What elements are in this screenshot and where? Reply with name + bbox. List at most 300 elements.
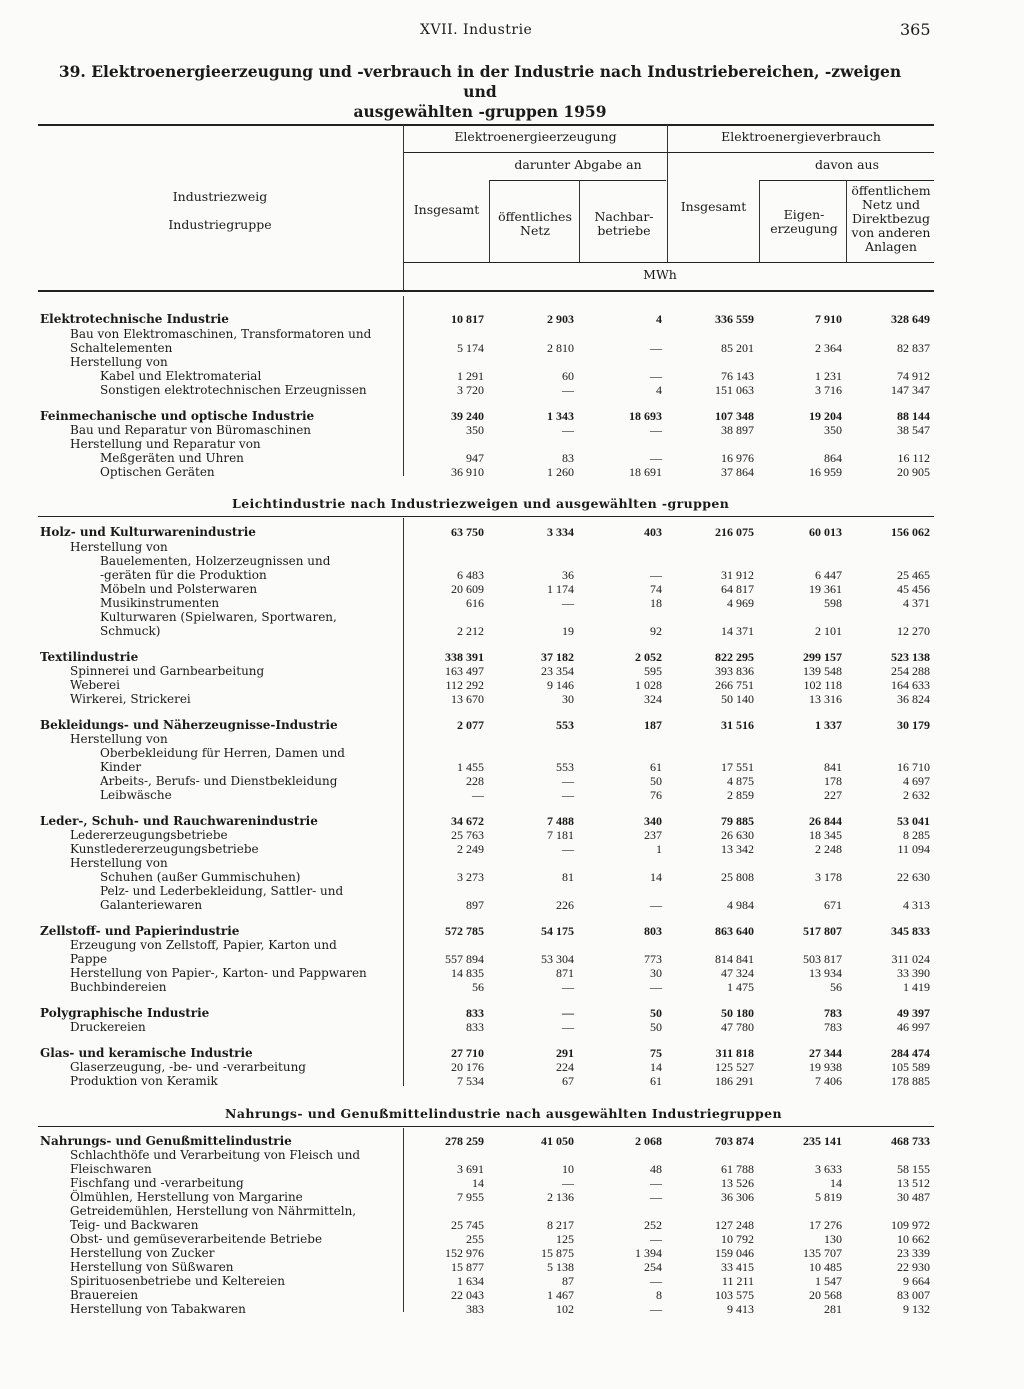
running-header: XVII. Industrie (420, 22, 533, 38)
vrule (579, 180, 580, 262)
row-value: — (562, 596, 574, 610)
col-nachbarbetriebe: Nachbar-betriebe (594, 209, 654, 238)
row-value: 102 (556, 1302, 574, 1316)
row-value: — (562, 980, 574, 994)
table-title (40, 62, 920, 122)
row-value: 50 180 (721, 1006, 754, 1020)
row-label: Herstellung von Zucker (70, 1246, 215, 1260)
row-value: 16 710 (897, 760, 930, 774)
row-value: 67 (562, 1074, 574, 1088)
row-label: Kunstledererzeugungsbetriebe (70, 842, 259, 856)
section-rule (38, 1126, 934, 1127)
row-value: 4 371 (903, 596, 930, 610)
row-value: 18 693 (629, 409, 662, 423)
row-value: 2 810 (547, 341, 574, 355)
vrule (667, 124, 668, 262)
row-value: 127 248 (715, 1218, 754, 1232)
row-label: Elektrotechnische Industrie (40, 312, 229, 326)
row-value: 2 903 (547, 312, 574, 326)
row-value: 278 259 (445, 1134, 484, 1148)
row-value: 2 077 (457, 718, 484, 732)
row-label: Galanteriewaren (100, 898, 203, 912)
row-value: 25 745 (451, 1218, 484, 1232)
row-value: 671 (824, 898, 842, 912)
row-value: 12 270 (897, 624, 930, 638)
row-value: 7 534 (457, 1074, 484, 1088)
col-direktbezug: öffentlichem Netz und Direktbezug von anderen Anlagen (851, 183, 931, 254)
row-value: 37 864 (721, 465, 754, 479)
row-value: 50 (650, 1020, 662, 1034)
row-value: 30 (562, 692, 574, 706)
row-value: 50 (650, 1006, 662, 1020)
row-value: 7 488 (547, 814, 574, 828)
row-value: — (650, 568, 662, 582)
row-value: 26 844 (809, 814, 842, 828)
col-insgesamt-1: Insgesamt (413, 202, 480, 217)
row-label: Schmuck) (100, 624, 161, 638)
row-value: — (650, 451, 662, 465)
row-value: — (562, 1176, 574, 1190)
row-value: 23 354 (541, 664, 574, 678)
row-value: 3 633 (815, 1162, 842, 1176)
row-value: 50 140 (721, 692, 754, 706)
row-value: 947 (466, 451, 484, 465)
row-value: 18 345 (809, 828, 842, 842)
row-label: Spirituosenbetriebe und Keltereien (70, 1274, 285, 1288)
row-value: 299 157 (803, 650, 842, 664)
row-value: 1 467 (547, 1288, 574, 1302)
page-number: 365 (900, 20, 931, 39)
row-value: 27 710 (451, 1046, 484, 1060)
row-value: 1 455 (457, 760, 484, 774)
row-value: 350 (466, 423, 484, 437)
row-value: 27 344 (809, 1046, 842, 1060)
row-value: 13 512 (897, 1176, 930, 1190)
row-value: 9 132 (903, 1302, 930, 1316)
row-value: 4 (656, 312, 662, 326)
row-value: 88 144 (897, 409, 930, 423)
row-value: 557 894 (445, 952, 484, 966)
row-value: 224 (556, 1060, 574, 1074)
row-value: 254 288 (891, 664, 930, 678)
row-value: 10 485 (809, 1260, 842, 1274)
row-value: 833 (466, 1006, 484, 1020)
row-label: Kabel und Elektromaterial (100, 369, 262, 383)
row-value: 14 371 (721, 624, 754, 638)
row-value: 83 (562, 451, 574, 465)
row-value: 1 634 (457, 1274, 484, 1288)
row-value: 30 (650, 966, 662, 980)
vrule (846, 180, 847, 262)
row-value: 76 (650, 788, 662, 802)
row-value: 864 (824, 451, 842, 465)
row-value: 16 976 (721, 451, 754, 465)
row-value: 36 824 (897, 692, 930, 706)
row-value: 48 (650, 1162, 662, 1176)
row-value: — (650, 1176, 662, 1190)
row-value: 252 (644, 1218, 662, 1232)
row-value: — (562, 1006, 574, 1020)
body-vrule (403, 1128, 404, 1312)
row-label: Fischfang und -verarbeitung (70, 1176, 244, 1190)
row-value: 25 808 (721, 870, 754, 884)
row-label: Musikinstrumenten (100, 596, 220, 610)
row-value: 53 304 (541, 952, 574, 966)
row-label: Bauelementen, Holzerzeugnissen und (100, 554, 331, 568)
row-value: 2 101 (815, 624, 842, 638)
row-value: 164 633 (891, 678, 930, 692)
section-head-leichtindustrie: Leichtindustrie nach Industriezweigen und ausgewählten -gruppen (232, 496, 730, 511)
row-value: 63 750 (451, 525, 484, 539)
row-value: 1 174 (547, 582, 574, 596)
row-value: — (562, 1020, 574, 1034)
row-value: 87 (562, 1274, 574, 1288)
row-value: 6 483 (457, 568, 484, 582)
row-label: Kulturwaren (Spielwaren, Sportwaren, (100, 610, 337, 624)
row-label: Druckereien (70, 1020, 146, 1034)
row-value: 1 (656, 842, 662, 856)
row-label: Bau und Reparatur von Büromaschinen (70, 423, 312, 437)
row-value: 33 390 (897, 966, 930, 980)
row-value: 2 364 (815, 341, 842, 355)
row-value: 36 (562, 568, 574, 582)
row-value: 33 415 (721, 1260, 754, 1274)
col-eigenerzeugung: Eigen-erzeugung (770, 207, 838, 236)
row-value: 7 406 (815, 1074, 842, 1088)
row-value: 75 (650, 1046, 662, 1060)
row-value: 53 041 (897, 814, 930, 828)
vrule (489, 180, 490, 262)
row-value: 56 (830, 980, 842, 994)
row-value: 235 141 (803, 1134, 842, 1148)
row-value: 517 807 (803, 924, 842, 938)
row-value: 45 456 (897, 582, 930, 596)
row-label: Bekleidungs- und Näherzeugnisse-Industrie (40, 718, 338, 732)
row-label: Ölmühlen, Herstellung von Margarine (70, 1190, 303, 1204)
row-value: 1 337 (815, 718, 842, 732)
row-value: 14 (472, 1176, 484, 1190)
row-value: 254 (644, 1260, 662, 1274)
row-value: 1 260 (547, 465, 574, 479)
row-value: 20 609 (451, 582, 484, 596)
row-value: 7 910 (815, 312, 842, 326)
row-value: 46 997 (897, 1020, 930, 1034)
header-group-rule (404, 152, 934, 153)
row-value: 16 112 (897, 451, 930, 465)
row-value: 10 792 (721, 1232, 754, 1246)
row-label: Ledererzeugungsbetriebe (70, 828, 228, 842)
row-value: 139 548 (803, 664, 842, 678)
row-value: 523 138 (891, 650, 930, 664)
row-value: 13 526 (721, 1176, 754, 1190)
table-top-rule (38, 124, 934, 126)
row-value: 56 (472, 980, 484, 994)
row-value: 74 912 (897, 369, 930, 383)
row-value: 703 874 (715, 1134, 754, 1148)
row-value: 311 818 (715, 1046, 754, 1060)
row-value: 227 (824, 788, 842, 802)
row-value: 3 720 (457, 383, 484, 397)
row-value: 163 497 (445, 664, 484, 678)
row-value: 13 670 (451, 692, 484, 706)
table-title-line-2: ausgewählten -gruppen 1959 (353, 102, 607, 121)
row-value: 237 (644, 828, 662, 842)
row-value: 598 (824, 596, 842, 610)
row-value: 5 138 (547, 1260, 574, 1274)
row-value: 255 (466, 1232, 484, 1246)
row-value: 311 024 (891, 952, 930, 966)
row-value: 3 334 (547, 525, 574, 539)
row-value: 11 094 (897, 842, 930, 856)
row-value: 3 716 (815, 383, 842, 397)
row-value: 383 (466, 1302, 484, 1316)
row-value: 336 559 (715, 312, 754, 326)
row-value: 783 (824, 1020, 842, 1034)
row-value: 553 (556, 760, 574, 774)
row-value: 14 (650, 870, 662, 884)
row-label: Polygraphische Industrie (40, 1006, 210, 1020)
row-value: 5 819 (815, 1190, 842, 1204)
row-value: 1 028 (635, 678, 662, 692)
row-value: 7 955 (457, 1190, 484, 1204)
row-value: — (650, 1190, 662, 1204)
row-value: 14 (650, 1060, 662, 1074)
row-value: 64 817 (721, 582, 754, 596)
row-value: 38 547 (897, 423, 930, 437)
row-value: 178 (824, 774, 842, 788)
row-value: 2 136 (547, 1190, 574, 1204)
row-value: 15 877 (451, 1260, 484, 1274)
row-value: — (472, 788, 484, 802)
row-value: 1 419 (903, 980, 930, 994)
row-value: 4 313 (903, 898, 930, 912)
row-label: Herstellung von Süßwaren (70, 1260, 234, 1274)
row-value: 61 788 (721, 1162, 754, 1176)
row-value: 82 837 (897, 341, 930, 355)
row-value: 61 (650, 760, 662, 774)
row-label: Leder-, Schuh- und Rauchwarenindustrie (40, 814, 318, 828)
row-value: 74 (650, 582, 662, 596)
row-value: 9 146 (547, 678, 574, 692)
body-vrule (403, 518, 404, 1086)
row-label: Herstellung von (70, 540, 168, 554)
row-value: 572 785 (445, 924, 484, 938)
row-label: Schlachthöfe und Verarbeitung von Fleisch und (70, 1148, 361, 1162)
row-value: 36 910 (451, 465, 484, 479)
row-value: 595 (644, 664, 662, 678)
row-value: 216 075 (715, 525, 754, 539)
row-value: 328 649 (891, 312, 930, 326)
row-label: Arbeits-, Berufs- und Dienstbekleidung (100, 774, 338, 788)
row-value: 773 (644, 952, 662, 966)
row-value: 9 413 (727, 1302, 754, 1316)
row-label: Leibwäsche (100, 788, 172, 802)
row-value: 6 447 (815, 568, 842, 582)
row-value: 871 (556, 966, 574, 980)
row-value: 125 527 (715, 1060, 754, 1074)
row-value: 47 324 (721, 966, 754, 980)
row-value: 228 (466, 774, 484, 788)
stub-header-2: Industriegruppe (168, 217, 272, 232)
row-value: 1 291 (457, 369, 484, 383)
row-value: 4 969 (727, 596, 754, 610)
row-value: 19 938 (809, 1060, 842, 1074)
row-value: — (562, 423, 574, 437)
row-value: 36 306 (721, 1190, 754, 1204)
row-value: 25 465 (897, 568, 930, 582)
row-value: 1 547 (815, 1274, 842, 1288)
table-title-line-1: 39. Elektroenergieerzeugung und -verbrauch in der Industrie nach Industriebereichen, -zweigen und (58, 62, 902, 101)
row-value: 58 155 (897, 1162, 930, 1176)
row-value: 135 707 (803, 1246, 842, 1260)
row-value: 47 780 (721, 1020, 754, 1034)
row-value: 10 817 (451, 312, 484, 326)
header-davon-rule (760, 180, 934, 181)
row-value: 3 691 (457, 1162, 484, 1176)
row-label: Kinder (100, 760, 142, 774)
row-value: 4 875 (727, 774, 754, 788)
row-value: 61 (650, 1074, 662, 1088)
row-label: Textilindustrie (40, 650, 139, 664)
row-value: 103 575 (715, 1288, 754, 1302)
row-value: — (650, 369, 662, 383)
row-label: Brauereien (70, 1288, 139, 1302)
row-value: 13 934 (809, 966, 842, 980)
row-value: 2 249 (457, 842, 484, 856)
row-label: Optischen Geräten (100, 465, 215, 479)
row-value: 15 875 (541, 1246, 574, 1260)
row-value: 79 885 (721, 814, 754, 828)
body-vrule (403, 296, 404, 476)
header-unit-rule (404, 262, 934, 263)
row-value: 822 295 (715, 650, 754, 664)
section-rule (38, 516, 934, 517)
row-value: 60 013 (809, 525, 842, 539)
row-value: 291 (556, 1046, 574, 1060)
row-value: 22 043 (451, 1288, 484, 1302)
row-value: 616 (466, 596, 484, 610)
row-value: 2 248 (815, 842, 842, 856)
row-value: 9 664 (903, 1274, 930, 1288)
row-value: 2 052 (635, 650, 662, 664)
row-label: Schuhen (außer Gummischuhen) (100, 870, 301, 884)
row-value: 13 342 (721, 842, 754, 856)
row-value: — (650, 1302, 662, 1316)
row-label: Nahrungs- und Genußmittelindustrie (40, 1134, 292, 1148)
row-value: 803 (644, 924, 662, 938)
row-value: 2 859 (727, 788, 754, 802)
row-value: 19 204 (809, 409, 842, 423)
row-value: 16 959 (809, 465, 842, 479)
col-oeffentliches-netz: öffentliches Netz (498, 209, 572, 238)
row-value: 76 143 (721, 369, 754, 383)
row-value: 152 976 (445, 1246, 484, 1260)
row-value: 22 630 (897, 870, 930, 884)
row-value: 350 (824, 423, 842, 437)
row-label: Sonstigen elektrotechnischen Erzeugnissen (100, 383, 367, 397)
row-label: Getreidemühlen, Herstellung von Nährmitteln, (70, 1204, 357, 1218)
row-value: 31 912 (721, 568, 754, 582)
row-value: 18 (650, 596, 662, 610)
row-value: 13 316 (809, 692, 842, 706)
col-sub-davon: davon aus (815, 157, 879, 172)
row-value: 281 (824, 1302, 842, 1316)
row-value: 112 292 (445, 678, 484, 692)
row-label: Buchbindereien (70, 980, 167, 994)
row-value: 4 (656, 383, 662, 397)
row-value: 38 897 (721, 423, 754, 437)
row-value: 393 836 (715, 664, 754, 678)
row-value: 284 474 (891, 1046, 930, 1060)
row-label: Schaltelementen (70, 341, 173, 355)
row-label: Zellstoff- und Papierindustrie (40, 924, 240, 938)
row-value: 14 835 (451, 966, 484, 980)
row-label: Wirkerei, Strickerei (70, 692, 191, 706)
row-value: 266 751 (715, 678, 754, 692)
row-value: — (562, 383, 574, 397)
row-value: 8 285 (903, 828, 930, 842)
row-value: 130 (824, 1232, 842, 1246)
row-value: 25 763 (451, 828, 484, 842)
row-value: 186 291 (715, 1074, 754, 1088)
row-value: 178 885 (891, 1074, 930, 1088)
row-value: 83 007 (897, 1288, 930, 1302)
row-value: 19 (562, 624, 574, 638)
row-value: — (650, 1232, 662, 1246)
row-label: Herstellung von (70, 355, 168, 369)
row-label: Herstellung von Papier-, Karton- und Pappwaren (70, 966, 367, 980)
row-value: 37 182 (541, 650, 574, 664)
row-value: 39 240 (451, 409, 484, 423)
header-abgabe-rule (490, 180, 666, 181)
row-value: 1 231 (815, 369, 842, 383)
row-value: 2 212 (457, 624, 484, 638)
row-value: 863 640 (715, 924, 754, 938)
row-value: 4 697 (903, 774, 930, 788)
row-value: — (562, 842, 574, 856)
row-value: 340 (644, 814, 662, 828)
row-value: 783 (824, 1006, 842, 1020)
stub-header-1: Industriezweig (172, 189, 268, 204)
row-value: 60 (562, 369, 574, 383)
row-value: 50 (650, 774, 662, 788)
row-value: 49 397 (897, 1006, 930, 1020)
row-value: — (562, 788, 574, 802)
row-value: 107 348 (715, 409, 754, 423)
row-label: Möbeln und Polsterwaren (100, 582, 258, 596)
row-value: — (650, 898, 662, 912)
row-value: 30 487 (897, 1190, 930, 1204)
row-value: 468 733 (891, 1134, 930, 1148)
unit-label: MWh (643, 267, 677, 282)
row-value: 92 (650, 624, 662, 638)
row-value: 31 516 (721, 718, 754, 732)
col-group-generation: Elektroenergieerzeugung (454, 129, 617, 144)
row-value: 109 972 (891, 1218, 930, 1232)
row-label: Pappe (70, 952, 108, 966)
row-value: 8 217 (547, 1218, 574, 1232)
col-group-consumption: Elektroenergieverbrauch (721, 129, 881, 144)
row-value: 10 (562, 1162, 574, 1176)
row-label: Oberbekleidung für Herren, Damen und (100, 746, 345, 760)
row-label: Glas- und keramische Industrie (40, 1046, 253, 1060)
row-value: — (650, 1274, 662, 1288)
row-value: 125 (556, 1232, 574, 1246)
section-head-nahrung: Nahrungs- und Genußmittelindustrie nach ausgewählten Industriegruppen (225, 1106, 783, 1121)
row-label: -geräten für die Produktion (100, 568, 267, 582)
row-value: 18 691 (629, 465, 662, 479)
row-label: Spinnerei und Garnbearbeitung (70, 664, 265, 678)
